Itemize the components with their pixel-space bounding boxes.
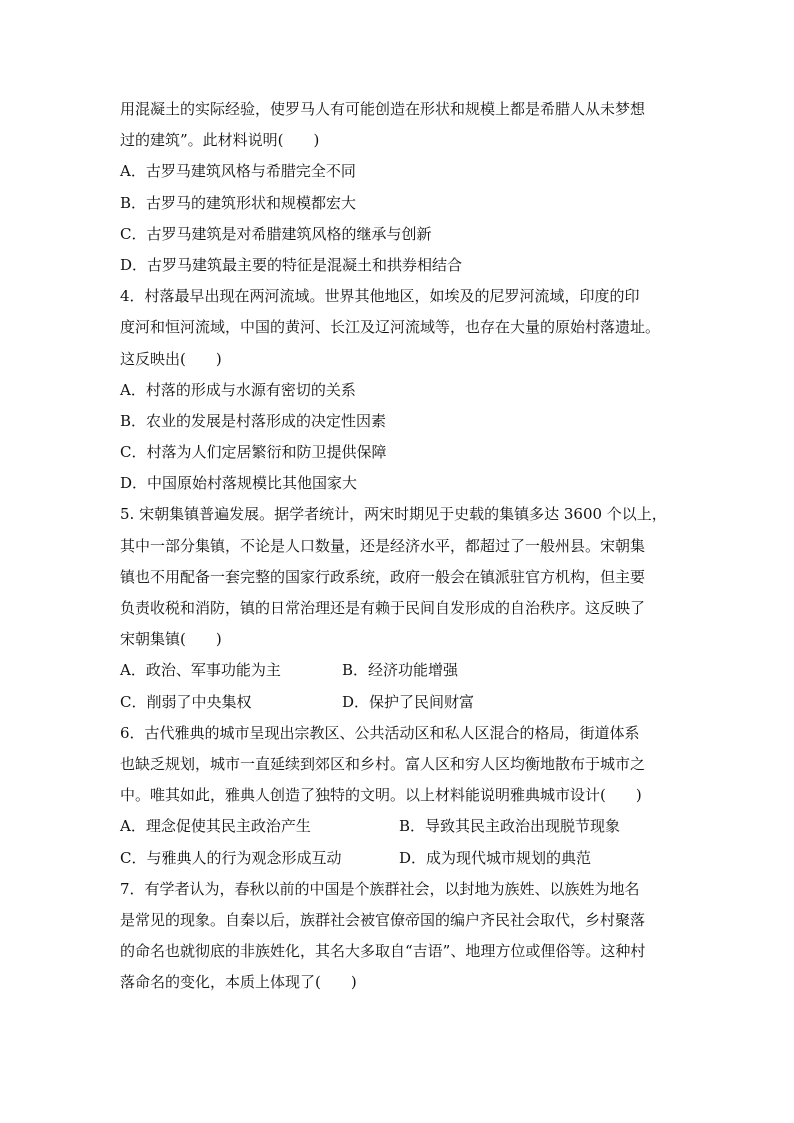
stem-line: 负责收税和消防，镇的日常治理还是有赖于民间自发形成的自治秩序。这反映了	[120, 599, 646, 617]
question-4	[120, 281, 680, 499]
stem-line: 这反映出( )	[120, 349, 222, 368]
stem-line: 的命名也就彻底的非族姓化，其名大多取自“吉语”、地理方位或俚俗等。这种村	[120, 942, 646, 961]
option-c: C．村落为人们定居繁衍和防卫提供保障	[120, 443, 387, 462]
option-a: A．古罗马建筑风格与希腊完全不同	[120, 162, 356, 181]
option-c: C．削弱了中央集权	[120, 692, 252, 711]
stem-line: 是常见的现象。自秦以后，族群社会被官僚帝国的编户齐民社会取代，乡村聚落	[120, 910, 646, 929]
option-a: A．理念促使其民主政治产生	[120, 817, 311, 836]
question-7	[120, 874, 680, 999]
stem-line: 落命名的变化，本质上体现了( )	[120, 973, 357, 992]
option-row	[120, 687, 680, 718]
stem-line: 度河和恒河流域，中国的黄河、长江及辽河流域等，也存在大量的原始村落遗址。	[120, 318, 661, 337]
option-d: D．古罗马建筑最主要的特征是混凝土和拱券相结合	[120, 255, 463, 274]
option-a: A．村落的形成与水源有密切的关系	[120, 380, 356, 399]
stem-line: 用混凝土的实际经验，使罗马人有可能创造在形状和规模上都是希腊人从未梦想	[120, 100, 646, 118]
stem-line: 6．古代雅典的城市呈现出宗教区、公共活动区和私人区混合的格局，街道体系	[120, 723, 640, 742]
option-d: D．成为现代城市规划的典范	[399, 848, 592, 867]
question-3-continued	[120, 94, 680, 281]
option-row	[120, 843, 680, 874]
stem-line: 4．村落最早出现在两河流域。世界其他地区，如埃及的尼罗河流域，印度的印	[120, 287, 640, 306]
page-content	[120, 94, 680, 998]
option-d: D．中国原始村落规模比其他国家大	[120, 474, 358, 493]
option-c: C．与雅典人的行为观念形成互动	[120, 848, 342, 867]
option-b: B．经济功能增强	[342, 661, 459, 680]
question-6	[120, 718, 680, 874]
stem-line: 其中一部分集镇，不论是人口数量，还是经济水平，都超过了一般州县。宋朝集	[120, 536, 646, 555]
option-a: A．政治、军事功能为主	[120, 661, 281, 680]
option-b: B．农业的发展是村落形成的决定性因素	[120, 411, 387, 430]
option-row	[120, 655, 680, 686]
option-d: D．保护了民间财富	[342, 692, 475, 711]
stem-line: 宋朝集镇( )	[120, 630, 222, 649]
stem-line: 中。唯其如此，雅典人创造了独特的文明。以上材料能说明雅典城市设计( )	[120, 786, 642, 805]
option-row	[120, 811, 680, 842]
option-b: B．导致其民主政治出现脱节现象	[399, 817, 621, 836]
stem-line: 也缺乏规划，城市一直延续到郊区和乡村。富人区和穷人区均衡地散布于城市之	[120, 754, 646, 773]
stem-line: 5. 宋朝集镇普遍发展。据学者统计，两宋时期见于史载的集镇多达 3600 个以上，	[120, 505, 667, 524]
stem-line: 7．有学者认为，春秋以前的中国是个族群社会，以封地为族姓、以族姓为地名	[120, 879, 640, 898]
stem-line: 过的建筑”。此材料说明( )	[120, 131, 320, 150]
stem-line: 镇也不用配备一套完整的国家行政系统，政府一般会在镇派驻官方机构，但主要	[120, 567, 646, 586]
option-c: C．古罗马建筑是对希腊建筑风格的继承与创新	[120, 224, 432, 243]
option-b: B．古罗马的建筑形状和规模都宏大	[120, 193, 357, 212]
question-5	[120, 499, 680, 717]
